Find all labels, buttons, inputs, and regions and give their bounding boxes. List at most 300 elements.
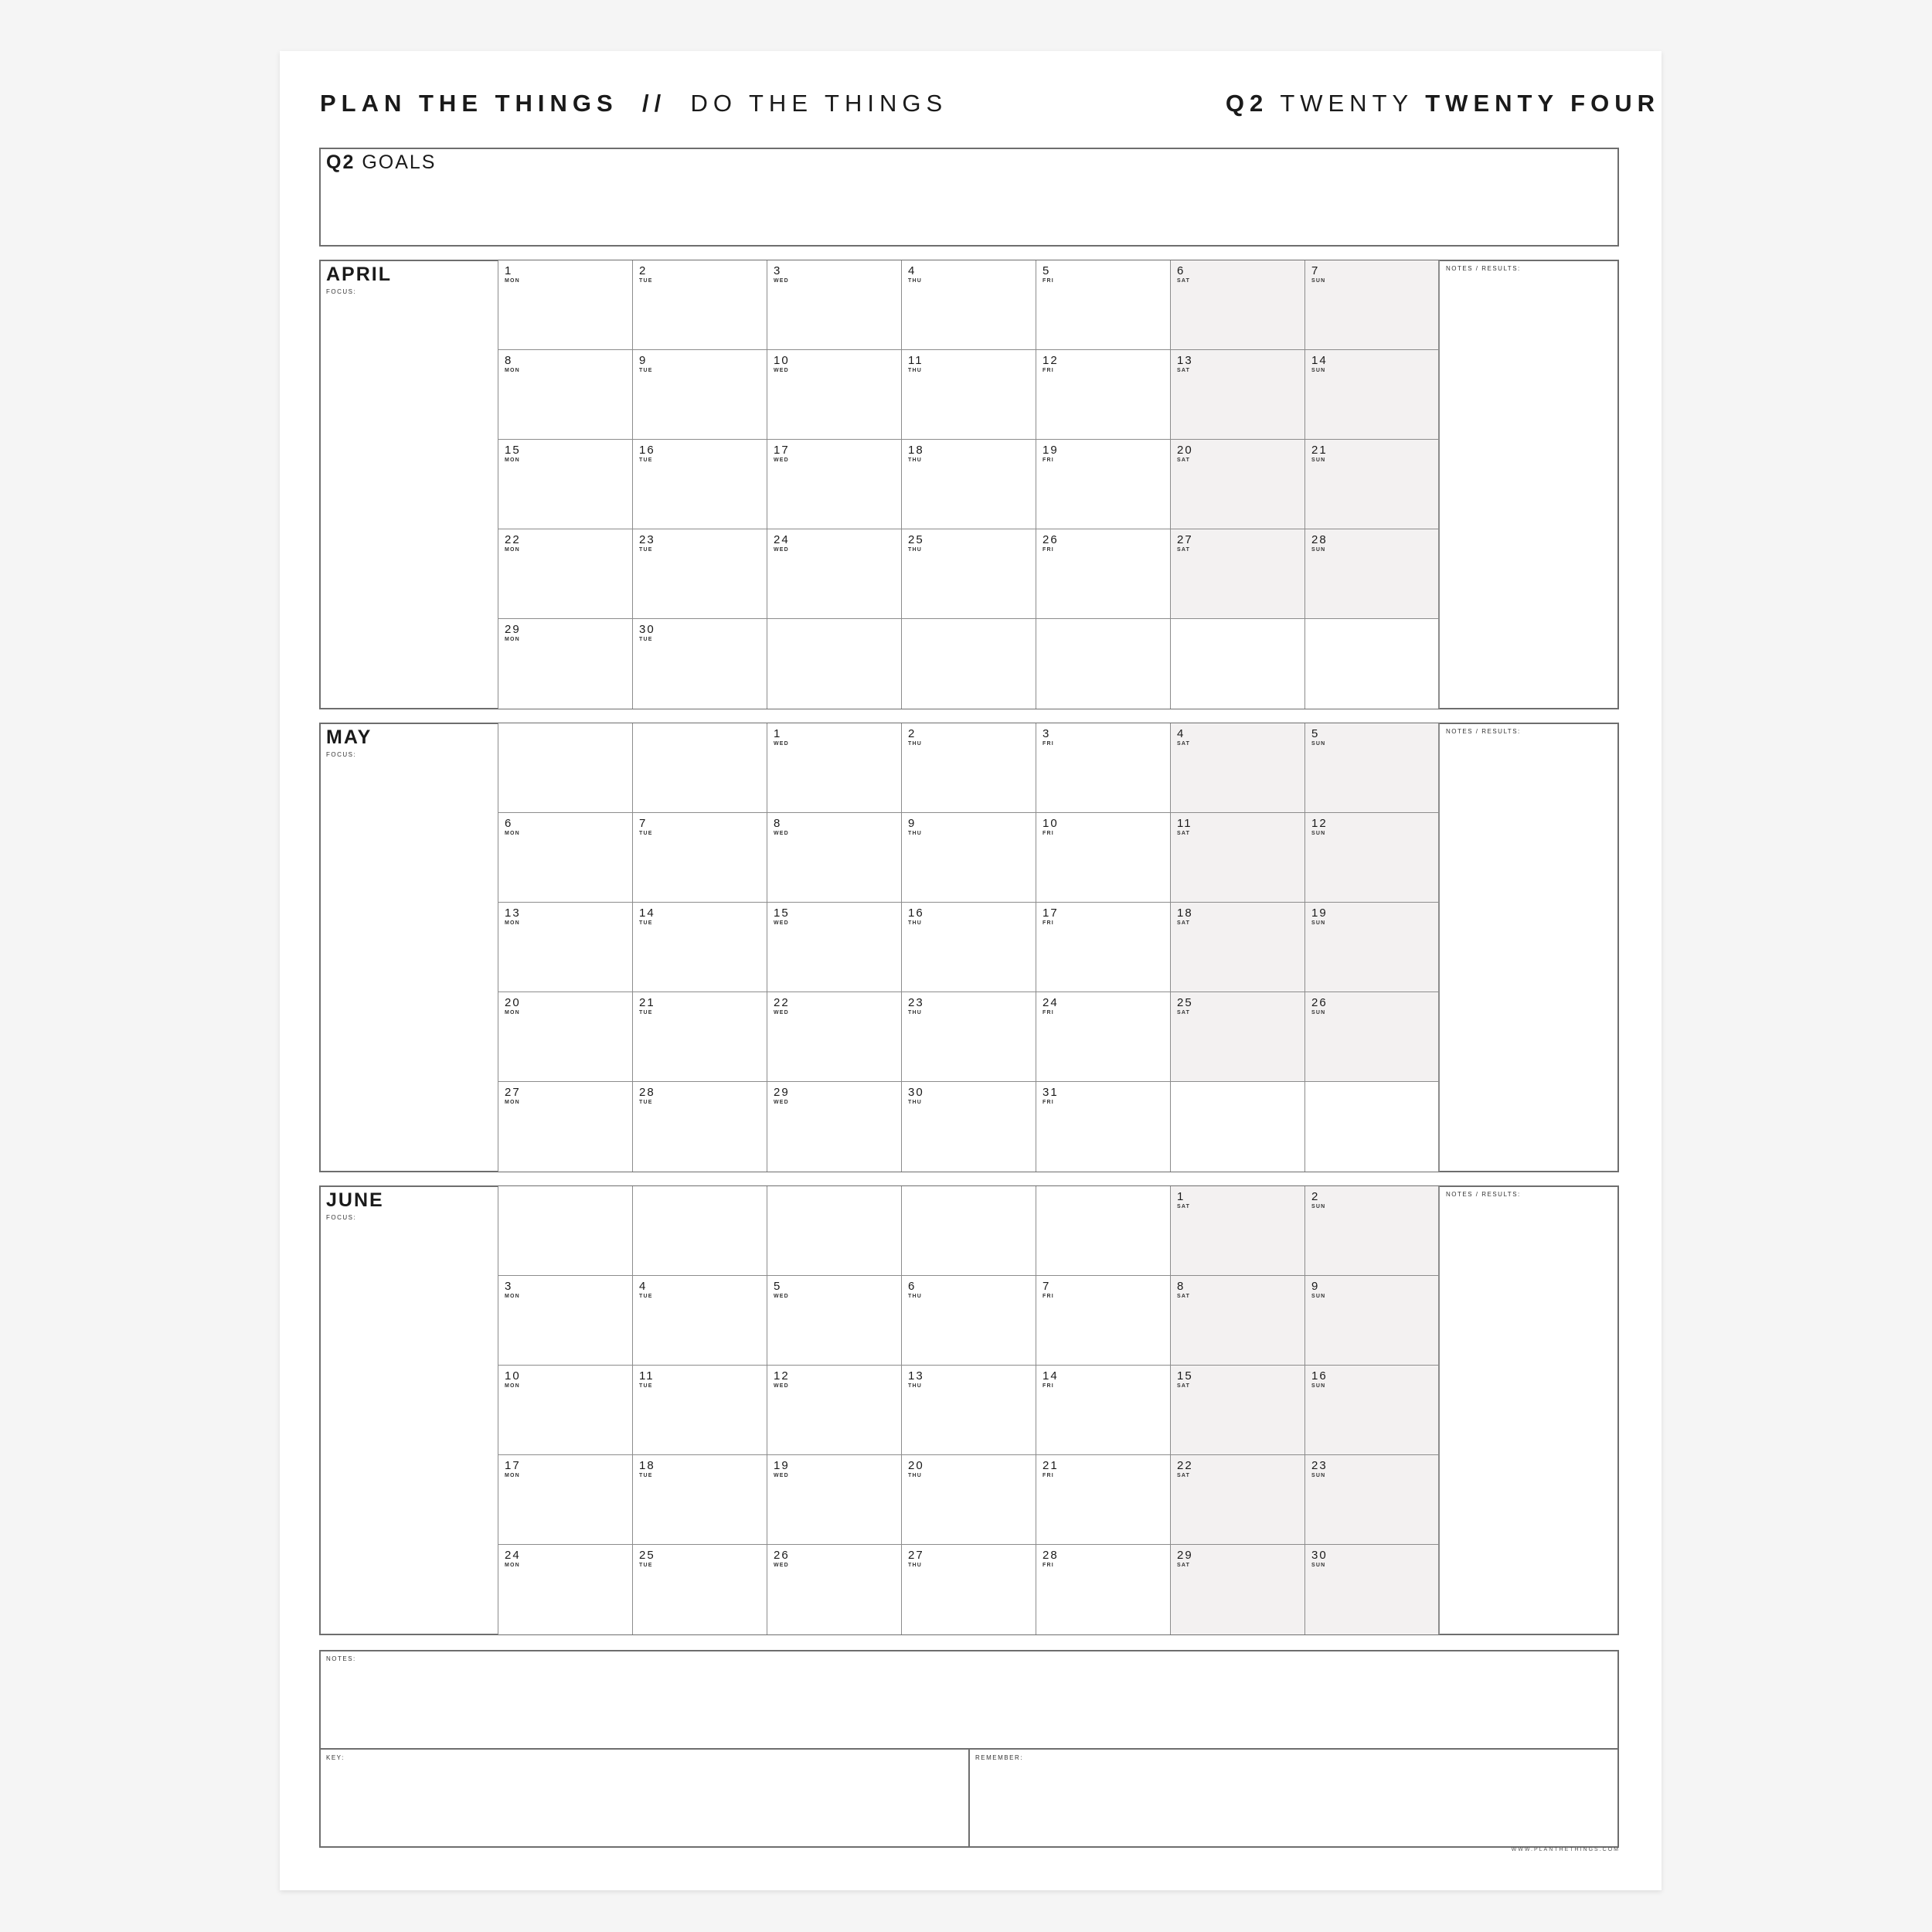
weekday-label: MON xyxy=(505,278,520,284)
goals-label: GOALS xyxy=(362,151,437,173)
day-number: 6 xyxy=(908,1280,917,1293)
empty-day-cell xyxy=(498,723,633,813)
weekday-label: SAT xyxy=(1177,831,1191,836)
weekday-label: WED xyxy=(774,920,789,926)
day-number: 13 xyxy=(505,906,521,920)
day-cell[interactable] xyxy=(1305,903,1439,992)
day-number: 15 xyxy=(774,906,790,920)
day-cell[interactable] xyxy=(1036,1366,1171,1455)
day-number: 21 xyxy=(1311,444,1328,457)
day-number: 8 xyxy=(774,817,782,830)
weekday-label: WED xyxy=(774,278,789,284)
day-cell[interactable] xyxy=(633,813,767,903)
day-number: 11 xyxy=(639,1369,655,1383)
day-number: 28 xyxy=(1311,533,1328,546)
focus-label: FOCUS: xyxy=(326,1214,357,1221)
day-number: 26 xyxy=(774,1549,790,1562)
day-cell[interactable] xyxy=(902,1455,1036,1545)
empty-day-cell xyxy=(1305,1082,1439,1172)
day-cell[interactable] xyxy=(1171,1366,1305,1455)
day-cell[interactable] xyxy=(1036,529,1171,619)
day-cell[interactable] xyxy=(1036,440,1171,529)
empty-day-cell xyxy=(767,1186,902,1276)
day-cell[interactable] xyxy=(498,350,633,440)
remember-label: REMEMBER: xyxy=(975,1754,1023,1761)
weekday-label: THU xyxy=(908,1383,922,1389)
weekday-label: SAT xyxy=(1177,1473,1191,1478)
empty-day-cell xyxy=(902,619,1036,709)
quarter-label: Q2 xyxy=(1225,90,1269,117)
day-number: 5 xyxy=(1043,264,1051,277)
day-cell[interactable] xyxy=(498,992,633,1082)
day-number: 4 xyxy=(908,264,917,277)
weekday-label: TUE xyxy=(639,920,653,926)
day-number: 31 xyxy=(1043,1086,1059,1099)
empty-day-cell xyxy=(767,619,902,709)
day-number: 9 xyxy=(1311,1280,1320,1293)
day-cell[interactable] xyxy=(1305,350,1439,440)
notes-results-label: NOTES / RESULTS: xyxy=(1446,728,1521,735)
day-cell[interactable] xyxy=(498,813,633,903)
day-cell[interactable] xyxy=(1305,1366,1439,1455)
tagline-separator: // xyxy=(641,90,667,117)
bottom-notes-label: NOTES: xyxy=(326,1655,356,1662)
empty-day-cell xyxy=(902,1186,1036,1276)
day-cell[interactable] xyxy=(1305,260,1439,350)
bottom-divider-v xyxy=(968,1748,970,1847)
day-number: 22 xyxy=(505,533,521,546)
day-cell[interactable] xyxy=(1171,903,1305,992)
day-cell[interactable] xyxy=(633,350,767,440)
month-name-june: JUNE xyxy=(326,1189,384,1211)
weekday-label: SUN xyxy=(1311,1010,1326,1015)
weekday-label: TUE xyxy=(639,278,653,284)
day-number: 28 xyxy=(639,1086,655,1099)
goals-box[interactable] xyxy=(319,148,1619,247)
day-number: 13 xyxy=(1177,354,1193,367)
day-number: 3 xyxy=(505,1280,513,1293)
weekday-label: WED xyxy=(774,741,789,747)
empty-day-cell xyxy=(1171,1082,1305,1172)
weekday-label: FRI xyxy=(1043,1473,1054,1478)
day-number: 18 xyxy=(908,444,924,457)
day-cell[interactable] xyxy=(633,903,767,992)
day-cell[interactable] xyxy=(1036,813,1171,903)
weekday-label: MON xyxy=(505,547,520,553)
day-number: 7 xyxy=(639,817,648,830)
weekday-label: MON xyxy=(505,1010,520,1015)
day-cell[interactable] xyxy=(767,440,902,529)
weekday-label: MON xyxy=(505,1294,520,1299)
weekday-label: SAT xyxy=(1177,547,1191,553)
day-cell[interactable] xyxy=(1305,813,1439,903)
day-number: 29 xyxy=(774,1086,790,1099)
day-cell[interactable] xyxy=(767,1276,902,1366)
weekday-label: THU xyxy=(908,1010,922,1015)
day-cell[interactable] xyxy=(1305,529,1439,619)
day-number: 21 xyxy=(1043,1459,1059,1472)
weekday-label: FRI xyxy=(1043,1383,1054,1389)
weekday-label: THU xyxy=(908,1563,922,1568)
weekday-label: MON xyxy=(505,1383,520,1389)
header-quarter-year xyxy=(1226,88,1660,119)
weekday-label: SUN xyxy=(1311,1473,1326,1478)
notes-results-label: NOTES / RESULTS: xyxy=(1446,1191,1521,1198)
day-cell[interactable] xyxy=(767,1545,902,1634)
day-cell[interactable] xyxy=(1171,529,1305,619)
day-cell[interactable] xyxy=(1036,1455,1171,1545)
weekday-label: MON xyxy=(505,457,520,463)
weekday-label: WED xyxy=(774,1563,789,1568)
weekday-label: SAT xyxy=(1177,1010,1191,1015)
day-number: 1 xyxy=(774,727,782,740)
day-cell[interactable] xyxy=(498,440,633,529)
weekday-label: WED xyxy=(774,547,789,553)
day-number: 14 xyxy=(1311,354,1328,367)
weekday-label: SAT xyxy=(1177,1563,1191,1568)
notes-divider xyxy=(1439,1186,1440,1634)
weekday-label: THU xyxy=(908,457,922,463)
day-cell[interactable] xyxy=(767,529,902,619)
day-number: 16 xyxy=(908,906,924,920)
weekday-label: FRI xyxy=(1043,278,1054,284)
weekday-label: THU xyxy=(908,368,922,373)
weekday-label: WED xyxy=(774,1473,789,1478)
day-number: 13 xyxy=(908,1369,924,1383)
day-cell[interactable] xyxy=(1171,260,1305,350)
day-number: 19 xyxy=(1311,906,1328,920)
header-tagline xyxy=(320,88,947,119)
day-number: 27 xyxy=(505,1086,521,1099)
weekday-label: WED xyxy=(774,1294,789,1299)
day-cell[interactable] xyxy=(1036,903,1171,992)
day-cell[interactable] xyxy=(767,1366,902,1455)
day-cell[interactable] xyxy=(1036,1276,1171,1366)
day-cell[interactable] xyxy=(1171,813,1305,903)
day-cell[interactable] xyxy=(498,529,633,619)
day-cell[interactable] xyxy=(767,992,902,1082)
day-number: 28 xyxy=(1043,1549,1059,1562)
day-cell[interactable] xyxy=(498,1082,633,1172)
day-number: 8 xyxy=(505,354,513,367)
day-cell[interactable] xyxy=(767,1082,902,1172)
day-number: 17 xyxy=(774,444,790,457)
day-cell[interactable] xyxy=(1036,350,1171,440)
day-cell[interactable] xyxy=(498,260,633,350)
day-number: 24 xyxy=(505,1549,521,1562)
weekday-label: TUE xyxy=(639,1294,653,1299)
day-cell[interactable] xyxy=(902,529,1036,619)
day-cell[interactable] xyxy=(767,813,902,903)
day-number: 9 xyxy=(639,354,648,367)
weekday-label: SUN xyxy=(1311,368,1326,373)
day-cell[interactable] xyxy=(1171,440,1305,529)
weekday-label: SUN xyxy=(1311,1563,1326,1568)
weekday-label: FRI xyxy=(1043,1010,1054,1015)
weekday-label: SAT xyxy=(1177,1294,1191,1299)
day-number: 11 xyxy=(1177,817,1192,830)
day-cell[interactable] xyxy=(1171,992,1305,1082)
weekday-label: SAT xyxy=(1177,920,1191,926)
day-number: 23 xyxy=(908,996,924,1009)
weekday-label: WED xyxy=(774,1383,789,1389)
weekday-label: SUN xyxy=(1311,1383,1326,1389)
day-cell[interactable] xyxy=(1305,1186,1439,1276)
day-cell[interactable] xyxy=(633,992,767,1082)
weekday-label: TUE xyxy=(639,637,653,642)
weekday-label: THU xyxy=(908,741,922,747)
weekday-label: THU xyxy=(908,920,922,926)
weekday-label: TUE xyxy=(639,831,653,836)
day-cell[interactable] xyxy=(767,1455,902,1545)
day-cell[interactable] xyxy=(1036,1545,1171,1634)
day-number: 19 xyxy=(774,1459,790,1472)
day-number: 14 xyxy=(639,906,655,920)
weekday-label: FRI xyxy=(1043,547,1054,553)
weekday-label: SAT xyxy=(1177,368,1191,373)
day-number: 23 xyxy=(639,533,655,546)
day-number: 17 xyxy=(1043,906,1059,920)
day-cell[interactable] xyxy=(767,350,902,440)
day-cell[interactable] xyxy=(1171,723,1305,813)
day-number: 3 xyxy=(774,264,782,277)
day-cell[interactable] xyxy=(633,1366,767,1455)
weekday-label: THU xyxy=(908,1100,922,1105)
day-cell[interactable] xyxy=(767,260,902,350)
focus-label: FOCUS: xyxy=(326,751,357,758)
day-number: 30 xyxy=(639,623,655,636)
key-label: KEY: xyxy=(326,1754,345,1761)
day-number: 22 xyxy=(774,996,790,1009)
weekday-label: SAT xyxy=(1177,1383,1191,1389)
day-cell[interactable] xyxy=(633,1082,767,1172)
weekday-label: FRI xyxy=(1043,457,1054,463)
day-number: 18 xyxy=(1177,906,1193,920)
day-cell[interactable] xyxy=(1036,992,1171,1082)
weekday-label: TUE xyxy=(639,1473,653,1478)
day-number: 30 xyxy=(1311,1549,1328,1562)
day-number: 21 xyxy=(639,996,655,1009)
empty-day-cell xyxy=(1036,1186,1171,1276)
weekday-label: THU xyxy=(908,278,922,284)
day-cell[interactable] xyxy=(767,903,902,992)
day-cell[interactable] xyxy=(902,350,1036,440)
day-cell[interactable] xyxy=(902,440,1036,529)
weekday-label: SUN xyxy=(1311,920,1326,926)
month-name-april: APRIL xyxy=(326,264,392,285)
weekday-label: SUN xyxy=(1311,741,1326,747)
day-cell[interactable] xyxy=(902,1082,1036,1172)
day-cell[interactable] xyxy=(633,440,767,529)
day-cell[interactable] xyxy=(498,903,633,992)
day-cell[interactable] xyxy=(1171,350,1305,440)
day-number: 24 xyxy=(1043,996,1059,1009)
day-number: 19 xyxy=(1043,444,1059,457)
day-cell[interactable] xyxy=(1171,1276,1305,1366)
day-number: 15 xyxy=(505,444,521,457)
weekday-label: SUN xyxy=(1311,1204,1326,1209)
day-cell[interactable] xyxy=(1305,1545,1439,1634)
month-name-may: MAY xyxy=(326,726,372,748)
day-number: 27 xyxy=(1177,533,1193,546)
weekday-label: FRI xyxy=(1043,1100,1054,1105)
day-number: 20 xyxy=(505,996,521,1009)
day-cell[interactable] xyxy=(902,1545,1036,1634)
day-cell[interactable] xyxy=(1305,723,1439,813)
day-number: 12 xyxy=(774,1369,790,1383)
day-number: 5 xyxy=(774,1280,782,1293)
notes-results-label: NOTES / RESULTS: xyxy=(1446,265,1521,272)
weekday-label: WED xyxy=(774,1010,789,1015)
weekday-label: SUN xyxy=(1311,457,1326,463)
weekday-label: FRI xyxy=(1043,1294,1054,1299)
day-number: 14 xyxy=(1043,1369,1059,1383)
footer-url: WWW.PLANTHETHINGS.COM xyxy=(1511,1847,1620,1852)
weekday-label: THU xyxy=(908,831,922,836)
tagline-do: DO THE THINGS xyxy=(690,90,948,117)
day-number: 26 xyxy=(1043,533,1059,546)
empty-day-cell xyxy=(498,1186,633,1276)
day-cell[interactable] xyxy=(902,1366,1036,1455)
day-cell[interactable] xyxy=(1305,992,1439,1082)
weekday-label: MON xyxy=(505,368,520,373)
day-number: 8 xyxy=(1177,1280,1185,1293)
day-cell[interactable] xyxy=(902,992,1036,1082)
weekday-label: WED xyxy=(774,368,789,373)
day-number: 12 xyxy=(1311,817,1328,830)
weekday-label: THU xyxy=(908,1473,922,1478)
weekday-label: SUN xyxy=(1311,831,1326,836)
weekday-label: TUE xyxy=(639,1383,653,1389)
day-number: 16 xyxy=(639,444,655,457)
weekday-label: SAT xyxy=(1177,741,1191,747)
weekday-label: TUE xyxy=(639,457,653,463)
focus-label: FOCUS: xyxy=(326,288,357,295)
weekday-label: SAT xyxy=(1177,457,1191,463)
day-cell[interactable] xyxy=(902,903,1036,992)
day-number: 29 xyxy=(505,623,521,636)
weekday-label: SUN xyxy=(1311,1294,1326,1299)
day-number: 29 xyxy=(1177,1549,1193,1562)
day-cell[interactable] xyxy=(1171,1545,1305,1634)
weekday-label: WED xyxy=(774,1100,789,1105)
day-cell[interactable] xyxy=(767,723,902,813)
weekday-label: MON xyxy=(505,920,520,926)
day-cell[interactable] xyxy=(1036,260,1171,350)
day-number: 15 xyxy=(1177,1369,1193,1383)
day-cell[interactable] xyxy=(633,529,767,619)
weekday-label: FRI xyxy=(1043,368,1054,373)
day-cell[interactable] xyxy=(902,723,1036,813)
day-number: 26 xyxy=(1311,996,1328,1009)
empty-day-cell xyxy=(1171,619,1305,709)
day-cell[interactable] xyxy=(498,619,633,709)
weekday-label: TUE xyxy=(639,1100,653,1105)
day-number: 12 xyxy=(1043,354,1059,367)
notes-divider xyxy=(1439,723,1440,1172)
day-cell[interactable] xyxy=(633,619,767,709)
day-number: 18 xyxy=(639,1459,655,1472)
day-cell[interactable] xyxy=(498,1276,633,1366)
weekday-label: WED xyxy=(774,457,789,463)
day-number: 20 xyxy=(908,1459,924,1472)
day-cell[interactable] xyxy=(1305,1276,1439,1366)
day-number: 10 xyxy=(774,354,790,367)
day-number: 2 xyxy=(639,264,648,277)
day-number: 23 xyxy=(1311,1459,1328,1472)
year-light: TWENTY xyxy=(1280,90,1413,117)
day-cell[interactable] xyxy=(902,260,1036,350)
empty-day-cell xyxy=(1305,619,1439,709)
day-number: 2 xyxy=(908,727,917,740)
day-number: 16 xyxy=(1311,1369,1328,1383)
day-cell[interactable] xyxy=(902,1276,1036,1366)
goals-quarter: Q2 xyxy=(326,151,355,173)
weekday-label: MON xyxy=(505,637,520,642)
weekday-label: FRI xyxy=(1043,1563,1054,1568)
day-number: 1 xyxy=(1177,1190,1185,1203)
day-number: 2 xyxy=(1311,1190,1320,1203)
year-bold: TWENTY FOUR xyxy=(1425,90,1660,117)
day-number: 11 xyxy=(908,354,923,367)
day-cell[interactable] xyxy=(1305,440,1439,529)
weekday-label: SAT xyxy=(1177,1204,1191,1209)
day-cell[interactable] xyxy=(498,1545,633,1634)
day-number: 6 xyxy=(505,817,513,830)
weekday-label: THU xyxy=(908,547,922,553)
weekday-label: MON xyxy=(505,1473,520,1478)
day-cell[interactable] xyxy=(633,1276,767,1366)
day-cell[interactable] xyxy=(633,260,767,350)
weekday-label: SAT xyxy=(1177,278,1191,284)
day-number: 30 xyxy=(908,1086,924,1099)
day-number: 9 xyxy=(908,817,917,830)
weekday-label: MON xyxy=(505,1100,520,1105)
day-cell[interactable] xyxy=(902,813,1036,903)
day-number: 4 xyxy=(1177,727,1185,740)
day-cell[interactable] xyxy=(1171,1186,1305,1276)
day-cell[interactable] xyxy=(1305,1455,1439,1545)
day-cell[interactable] xyxy=(633,1455,767,1545)
weekday-label: SUN xyxy=(1311,547,1326,553)
empty-day-cell xyxy=(633,723,767,813)
day-number: 10 xyxy=(505,1369,521,1383)
day-cell[interactable] xyxy=(498,1366,633,1455)
day-cell[interactable] xyxy=(1036,1082,1171,1172)
weekday-label: THU xyxy=(908,1294,922,1299)
day-cell[interactable] xyxy=(498,1455,633,1545)
day-number: 7 xyxy=(1043,1280,1051,1293)
day-number: 6 xyxy=(1177,264,1185,277)
weekday-label: TUE xyxy=(639,1010,653,1015)
empty-day-cell xyxy=(633,1186,767,1276)
day-number: 25 xyxy=(639,1549,655,1562)
weekday-label: MON xyxy=(505,831,520,836)
day-cell[interactable] xyxy=(1036,723,1171,813)
day-number: 24 xyxy=(774,533,790,546)
day-number: 20 xyxy=(1177,444,1193,457)
day-number: 17 xyxy=(505,1459,521,1472)
day-cell[interactable] xyxy=(633,1545,767,1634)
day-number: 5 xyxy=(1311,727,1320,740)
day-number: 25 xyxy=(1177,996,1193,1009)
day-number: 27 xyxy=(908,1549,924,1562)
day-number: 7 xyxy=(1311,264,1320,277)
day-number: 1 xyxy=(505,264,513,277)
day-number: 25 xyxy=(908,533,924,546)
empty-day-cell xyxy=(1036,619,1171,709)
day-cell[interactable] xyxy=(1171,1455,1305,1545)
